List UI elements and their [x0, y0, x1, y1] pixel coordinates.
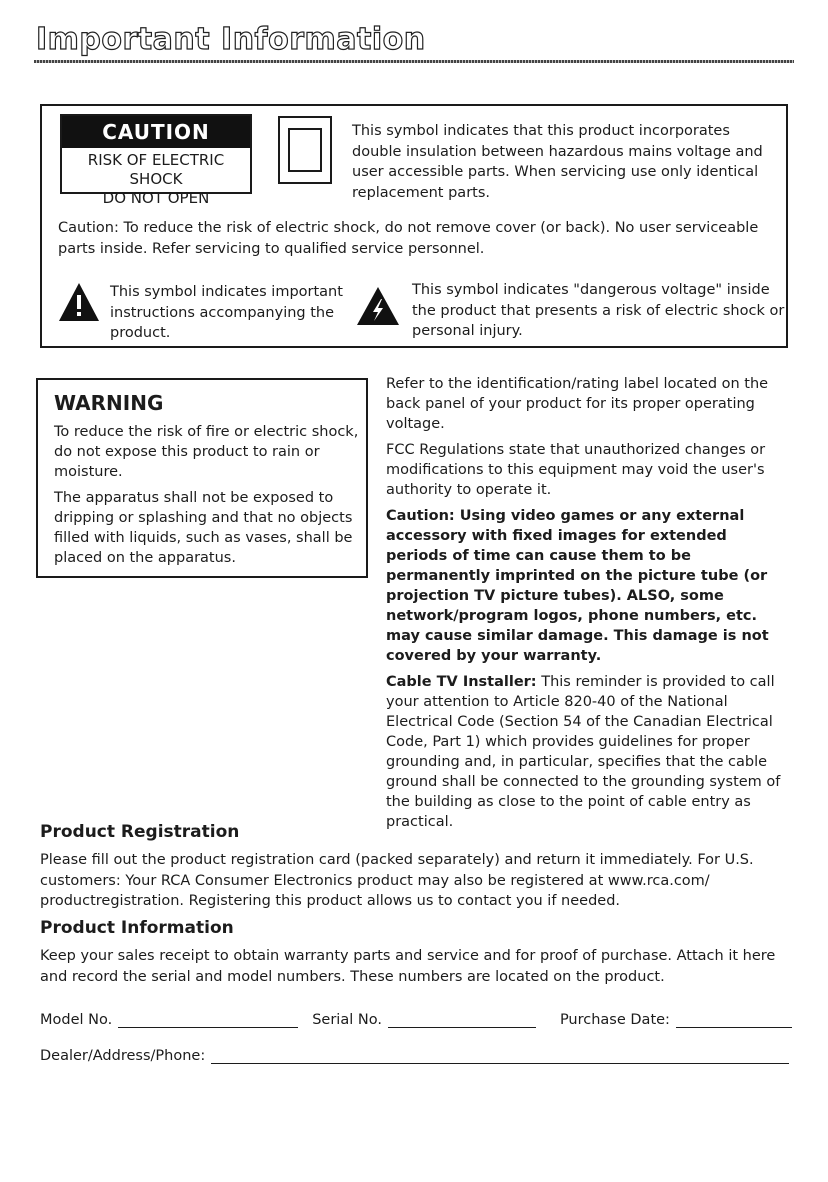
dangerous-voltage-text: This symbol indicates "dangerous voltage" inside the product that presents a risk of electric shock or personal injury.	[412, 282, 785, 339]
serial-number-field[interactable]	[388, 1010, 536, 1028]
right-column	[386, 374, 792, 838]
product-registration-heading: Product Registration	[40, 822, 240, 842]
caution-label-line1: RISK OF ELECTRIC SHOCK	[87, 151, 225, 188]
warning-box	[36, 378, 368, 578]
caution-label-line2: DO NOT OPEN	[102, 189, 210, 207]
product-information-heading: Product Information	[40, 918, 234, 938]
product-information-text: Keep your sales receipt to obtain warranty parts and service and for proof of purchase. Attach it here and record the serial and model numbers. These numbers are located on the product.	[40, 948, 776, 985]
rating-label-text: Refer to the identification/rating label located on the back panel of your product for its proper operating voltage.	[386, 376, 769, 432]
dealer-row	[40, 1046, 789, 1064]
model-number-label: Model No.	[40, 1012, 113, 1028]
dealer-label: Dealer/Address/Phone:	[40, 1048, 206, 1064]
serial-number-label: Serial No.	[312, 1012, 382, 1028]
page-title: Important Information	[36, 22, 426, 57]
exclamation-symbol-text: This symbol indicates important instructions accompanying the product.	[110, 284, 343, 341]
warning-rain-text: To reduce the risk of fire or electric shock, do not expose this product to rain or moisture.	[54, 424, 359, 480]
dangerous-voltage-icon	[356, 286, 400, 326]
caution-heading: CAUTION	[62, 116, 250, 148]
purchase-date-label: Purchase Date:	[559, 1012, 670, 1028]
double-insulation-icon	[278, 116, 332, 184]
product-registration-text: Please fill out the product registration card (packed separately) and return it immediately. For U.S. customers: Your RCA Consumer Electronics product may also be registered at www.rca.com/ productregistration. Registering this product allows us to contact you if needed.	[40, 852, 754, 909]
record-fields-row	[40, 1010, 792, 1028]
warning-title: WARNING	[54, 391, 164, 415]
cable-installer-paragraph	[386, 672, 792, 832]
video-caution-text: Caution: Using video games or any external accessory with fixed images for extended periods of time can cause them to be permanently imprinted on the picture tube (or projection TV picture tubes). ALSO, some network/program logos, phone numbers, etc. may cause similar damage. This damage is not covered by your warranty.	[386, 508, 769, 664]
cable-installer-label: Cable TV Installer:	[386, 674, 537, 690]
title-rule	[34, 60, 794, 63]
cover-caution-text: Caution: To reduce the risk of electric shock, do not remove cover (or back). No user serviceable parts inside. Refer servicing to qualified service personnel.	[58, 220, 759, 257]
caution-label	[60, 114, 252, 207]
fcc-text: FCC Regulations state that unauthorized changes or modifications to this equipment may void the user's authority to operate it.	[386, 442, 766, 498]
model-number-field[interactable]	[118, 1010, 298, 1028]
dealer-field[interactable]	[211, 1046, 789, 1064]
double-insulation-text: This symbol indicates that this product incorporates double insulation between hazardous mains voltage and user accessible parts. When servicing use only identical replacement parts.	[352, 123, 763, 201]
exclamation-triangle-icon	[58, 282, 100, 322]
cable-installer-text: This reminder is provided to call your attention to Article 820-40 of the National Electrical Code (Section 54 of the Canadian Electrical Code, Part 1) which provides guidelines for proper grounding and, in particular, specifies that the cable ground shall be connected to the grounding system of the building as close to the point of cable entry as practical.	[386, 674, 781, 830]
purchase-date-field[interactable]	[676, 1010, 792, 1028]
warning-dripping-text: The apparatus shall not be exposed to dripping or splashing and that no objects filled with liquids, such as vases, shall be placed on the apparatus.	[54, 490, 353, 566]
